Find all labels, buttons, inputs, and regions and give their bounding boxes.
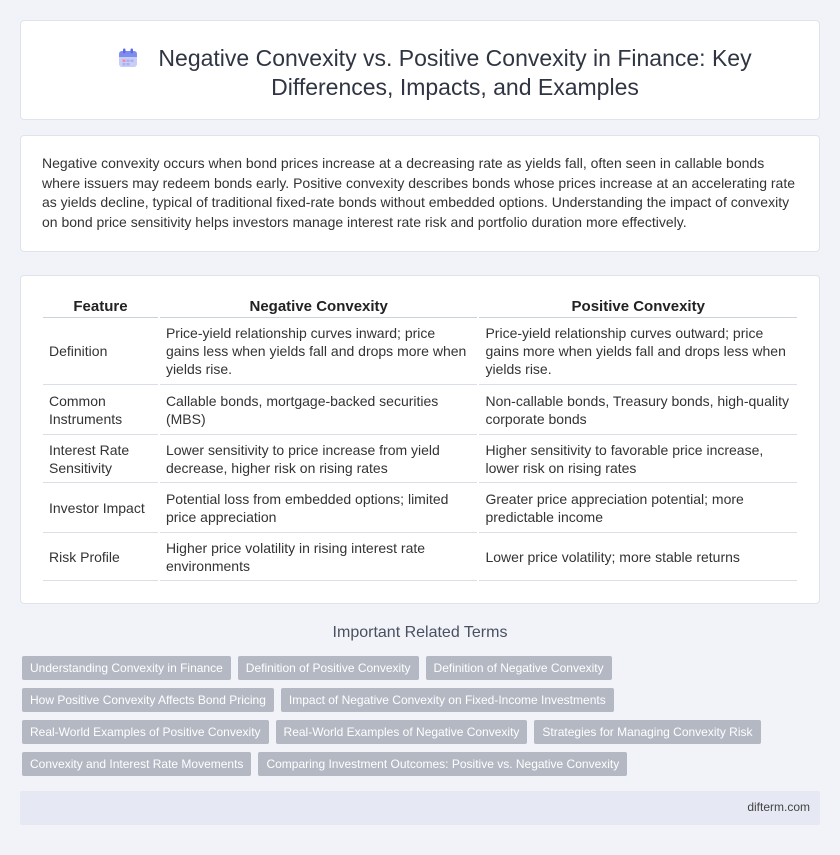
negative-cell: Callable bonds, mortgage-backed securities (MBS) [160, 385, 478, 435]
negative-cell: Lower sensitivity to price increase from yield decrease, higher risk on rising rates [160, 435, 478, 483]
negative-cell: Potential loss from embedded options; limited price appreciation [160, 483, 478, 533]
header-negative-convexity: Negative Convexity [160, 296, 478, 318]
intro-paragraph: Negative convexity occurs when bond prices increase at a decreasing rate as yields fall, often seen in callable bonds where issuers may redeem bonds early. Positive convexity describes bonds whose prices increase at an accelerating rate as yields decline, typical of traditional fixed-rate bonds without embedded options. Understanding the impact of convexity on bond price sensitivity helps investors manage interest rate risk and portfolio duration more effectively. [42, 155, 795, 230]
footer [20, 791, 820, 825]
related-terms-heading: Important Related Terms [332, 624, 508, 641]
table-row [43, 385, 797, 435]
footer-site-link[interactable]: difterm.com [747, 800, 810, 814]
comparison-table-card [20, 275, 820, 604]
feature-cell: Common Instruments [43, 385, 158, 435]
related-term-tag[interactable]: Real-World Examples of Positive Convexity [22, 720, 269, 744]
feature-cell: Investor Impact [43, 483, 158, 533]
related-term-tag[interactable]: How Positive Convexity Affects Bond Pricing [22, 688, 274, 712]
related-term-tag[interactable]: Impact of Negative Convexity on Fixed-Income Investments [281, 688, 614, 712]
comparison-table [41, 296, 799, 581]
title-card [20, 20, 820, 120]
feature-cell: Risk Profile [43, 533, 158, 581]
positive-cell: Greater price appreciation potential; more predictable income [479, 483, 797, 533]
positive-cell: Non-callable bonds, Treasury bonds, high-quality corporate bonds [479, 385, 797, 435]
header-positive-convexity: Positive Convexity [479, 296, 797, 318]
negative-cell: Higher price volatility in rising interest rate environments [160, 533, 478, 581]
positive-cell: Lower price volatility; more stable returns [479, 533, 797, 581]
related-term-tag[interactable]: Understanding Convexity in Finance [22, 656, 231, 680]
related-terms-list [22, 656, 812, 784]
intro-card [20, 135, 820, 252]
related-term-tag[interactable]: Real-World Examples of Negative Convexity [276, 720, 528, 744]
feature-cell: Definition [43, 318, 158, 385]
related-term-tag[interactable]: Strategies for Managing Convexity Risk [534, 720, 760, 744]
table-row [43, 318, 797, 385]
related-term-tag[interactable]: Convexity and Interest Rate Movements [22, 752, 251, 776]
feature-cell: Interest Rate Sensitivity [43, 435, 158, 483]
negative-cell: Price-yield relationship curves inward; price gains less when yields fall and drops more when yields rise. [160, 318, 478, 385]
table-row [43, 483, 797, 533]
positive-cell: Price-yield relationship curves outward; price gains more when yields fall and drops less when yields rise. [479, 318, 797, 385]
related-term-tag[interactable]: Definition of Negative Convexity [426, 656, 612, 680]
page-title: Negative Convexity vs. Positive Convexity in Finance: Key Differences, Impacts, and Examples [158, 45, 752, 100]
table-row [43, 435, 797, 483]
related-term-tag[interactable]: Definition of Positive Convexity [238, 656, 419, 680]
table-header-row [43, 296, 797, 318]
header-feature: Feature [43, 296, 158, 318]
positive-cell: Higher sensitivity to favorable price increase, lower risk on rising rates [479, 435, 797, 483]
related-term-tag[interactable]: Comparing Investment Outcomes: Positive vs. Negative Convexity [258, 752, 627, 776]
table-row [43, 533, 797, 581]
